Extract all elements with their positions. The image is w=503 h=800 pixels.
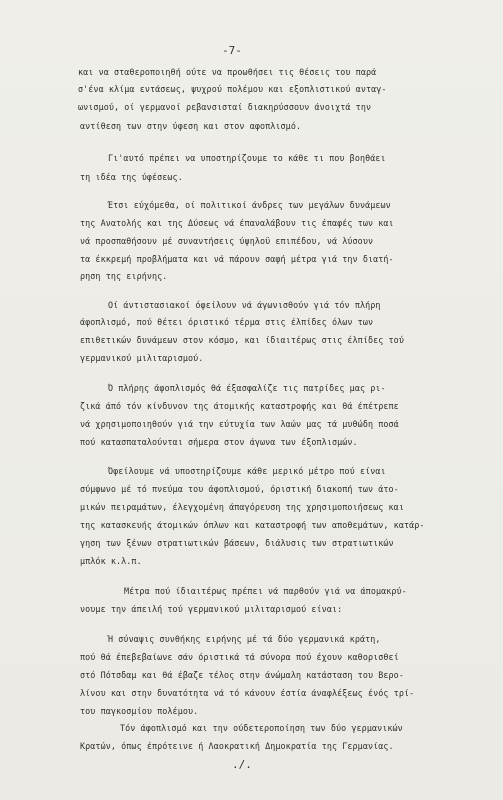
- end-mark: ./.: [232, 758, 252, 771]
- text-line: μικών πειραμάτων, έλεγχομένη άπαγόρευση της χρησιμοποιήσεως και: [80, 502, 404, 512]
- text-line: αντίθεση των στην ύφεση και στον αφοπλισμό.: [80, 121, 302, 131]
- text-line: τα έκκρεμή προβλήματα και νά πάρουν σαφή μέτρα γιά την διατή-: [80, 254, 394, 264]
- text-line: σύμφωνο μέ τό πνεύμα του άφοπλισμού, όριστική διακοπή των άτο-: [80, 484, 399, 494]
- text-line: ωνισμού, οί γερμανοί ρεβανσισταί διακηρύσσουν άνοιχτά την: [78, 102, 372, 112]
- text-line: Ή σύναψις συνθήκης ειρήνης μέ τά δύο γερμανικά κράτη,: [108, 634, 381, 644]
- text-line: λίνου και στην δυνατότητα νά τό κάνουν έστία άναφλέξεως ένός τρί-: [80, 688, 415, 698]
- text-line: ζικά άπό τόν κίνδυνον της άτομικής καταστροφής και θά έπέτρεπε: [80, 401, 399, 411]
- text-line: γερμανικού μιλιταρισμού.: [80, 353, 204, 363]
- text-line: Έτσι εύχόμεθα, οί πολιτικοί άνδρες των μεγάλων δυνάμεων: [108, 200, 391, 210]
- text-line: της Ανατολής και της Δύσεως νά έπαναλάβουν τις έπαφές των και: [80, 218, 394, 228]
- text-line: γηση των ξένων στρατιωτικών βάσεων, διάλυσις των στρατιωτικών: [80, 538, 394, 548]
- text-line: πού κατασπαταλούνται σήμερα στον άγωνα των έξοπλισμών.: [80, 437, 358, 447]
- text-line: νά χρησιμοποιηθούν γιά την εύτυχία των λαών μας τά μυθώδη ποσά: [80, 419, 399, 429]
- text-line: Τόν άφοπλισμό και την ούδετεροποίηση των δύο γερμανικών: [120, 723, 403, 733]
- text-line: Οί άντιστασιακοί όφείλουν νά άγωνισθούν γιά τόν πλήρη: [108, 300, 381, 310]
- text-line: ρηση της ειρήνης.: [80, 271, 168, 281]
- text-line: νά προσπαθήσουν μέ συναντήσεις ύψηλοϋ επιπέδου, νά λύσουν: [80, 236, 374, 246]
- text-line: της κατασκευής άτομικών όπλων και καταστροφή των αποθεμάτων, κατάρ-: [80, 520, 425, 530]
- text-line: μπλόκ κ.λ.π.: [80, 556, 142, 566]
- text-line: Κρατών, όπως έπρότεινε ή Λαοκρατική Δημοκρατία της Γερμανίας.: [80, 741, 394, 751]
- text-line: του παγκοσμίου πολέμου.: [80, 706, 199, 716]
- text-line: επιθετικών δυνάμεων στον κόσμο, και ίδιαιτέρως στις έλπίδες τού: [80, 335, 404, 345]
- text-line: σ'ένα κλίμα εντάσεως, ψυχρού πολέμου και εξοπλιστικού ανταγ-: [78, 84, 387, 94]
- text-line: πού θά έπεβεβαίωνε σάν όριστικά τά σύνορα πού έχουν καθορισθεί: [80, 652, 399, 662]
- text-line: Γι'αυτό πρέπει να υποστηρίζουμε το κάθε τι που βοηθάει: [108, 153, 386, 163]
- page-number: -7-: [222, 44, 242, 57]
- text-line: στό Πότσδαμ και θά έβαζε τέλος στην άνώμαλη κατάσταση του Βερο-: [80, 670, 404, 680]
- text-line: Μέτρα πού ίδιαιτέρως πρέπει νά παρθούν γιά να άπομακρύ-: [124, 586, 407, 596]
- text-line: Ό πλήρης άφοπλισμός θά έξασφαλίζε τις πατρίδες μας ρι-: [108, 383, 386, 393]
- text-line: Όφείλουμε νά υποστηρίζουμε κάθε μερικό μέτρο πού είναι: [108, 466, 386, 476]
- text-line: νουμε την άπειλή τού γερμανικού μιλιταρισμού είναι:: [80, 604, 343, 614]
- text-line: και να σταθεροποιηθή ούτε να προωθήσει τις θέσεις του παρά: [78, 67, 377, 77]
- text-line: άφοπλισμό, πού θέτει όριστικό τέρμα στις έλπίδες όλων των: [80, 317, 374, 327]
- text-line: τη ιδέα της ύφέσεως.: [80, 172, 183, 182]
